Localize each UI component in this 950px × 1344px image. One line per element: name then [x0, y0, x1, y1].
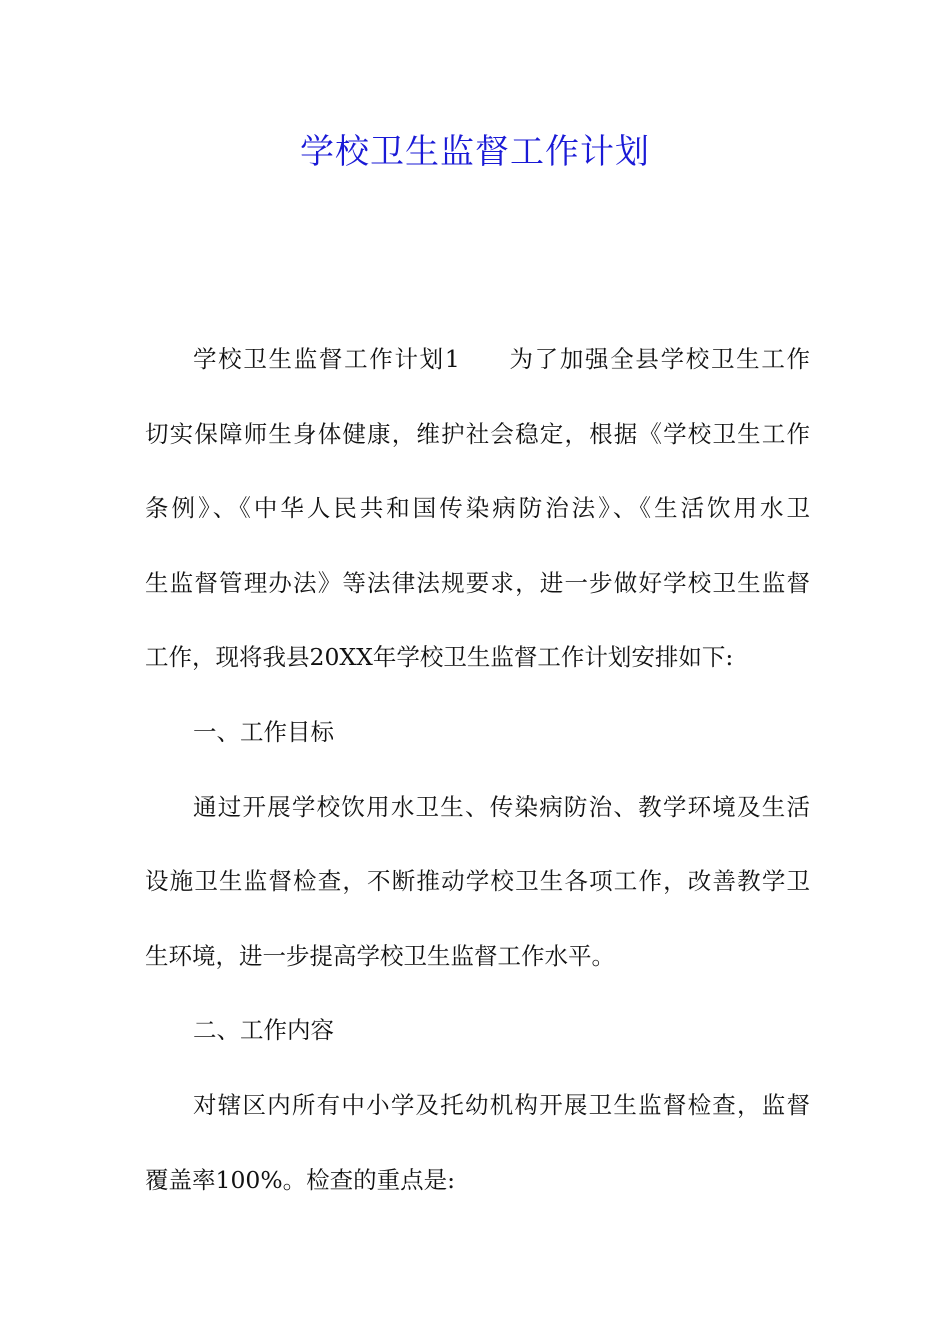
section-heading-2: 二、工作内容: [193, 1016, 334, 1045]
section-heading-inline: 学校卫生监督工作计划1: [193, 345, 460, 373]
paragraph-2-line-3: 生环境，进一步提高学校卫生监督工作水平。: [145, 941, 615, 970]
paragraph-1-line-3: 条例》、《中华人民共和国传染病防治法》、《生活饮用水卫: [145, 494, 810, 523]
paragraph-3-line-2: 覆盖率100%。检查的重点是:: [145, 1165, 456, 1194]
section-heading-1: 一、工作目标: [193, 717, 334, 746]
paragraph-2-line-1: 通过开展学校饮用水卫生、传染病防治、教学环境及生活: [193, 792, 810, 821]
paragraph-1-line-5: 工作，现将我县20XX年学校卫生监督工作计划安排如下:: [145, 643, 734, 672]
paragraph-3-line-1: 对辖区内所有中小学及托幼机构开展卫生监督检查，监督: [193, 1090, 810, 1119]
paragraph-1-line-2: 切实保障师生身体健康，维护社会稳定，根据《学校卫生工作: [145, 419, 810, 448]
paragraph-1-line-1: [145, 334, 810, 409]
paragraph-1-line-4: 生监督管理办法》等法律法规要求，进一步做好学校卫生监督: [145, 568, 810, 597]
paragraph-2-line-2: 设施卫生监督检查，不断推动学校卫生各项工作，改善教学卫: [145, 867, 810, 896]
paragraph-text: 为了加强全县学校卫生工作: [507, 345, 811, 373]
document-title: 学校卫生监督工作计划: [300, 132, 650, 172]
document-body: [145, 334, 810, 1229]
